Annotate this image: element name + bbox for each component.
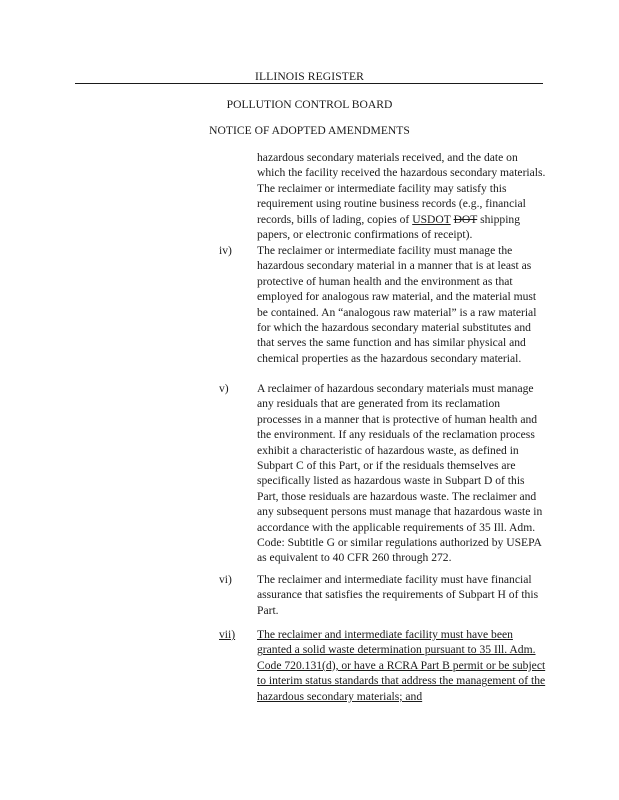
deleted-text: DOT — [453, 212, 478, 226]
inserted-text: USDOT — [412, 212, 451, 226]
continued-text: hazardous secondary materials received, and the date on which the facility received the hazardous secondary materials. The reclaimer or intermediate facility may satisfy this requirement using routine business records (e.g., financial records, bills of lading, copies of — [257, 151, 546, 226]
continued-text-end: shipping papers, or electronic confirmations of receipt). — [257, 212, 521, 242]
register-title: ILLINOIS REGISTER — [255, 70, 364, 83]
item-text: The reclaimer or intermediate facility must manage the hazardous secondary material in a manner that is at least as protective of human health and the environment as that employed for analogous raw material, and the material must be contained. An “analogous raw material” is a raw material for which the hazardous secondary material substitutes and that serves the same function and has similar physical and chemical properties as the hazardous secondary material. — [257, 244, 537, 365]
continued-paragraph — [257, 150, 547, 242]
item-number: iv) — [219, 244, 232, 257]
board-name: POLLUTION CONTROL BOARD — [226, 98, 393, 111]
notice-title: NOTICE OF ADOPTED AMENDMENTS — [209, 124, 410, 137]
item-text: The reclaimer and intermediate facility must have financial assurance that satisfies the requirements of Subpart H of this Part. — [257, 573, 539, 617]
item-number: v) — [219, 382, 229, 395]
item-number: vii) — [219, 628, 236, 641]
item-number: vi) — [219, 573, 232, 586]
item-text: A reclaimer of hazardous secondary materials must manage any residuals that are generated from its reclamation processes in a manner that is protective of human health and the environment. If any residuals of the reclamation process exhibit a characteristic of hazardous waste, as defined in Subpart C of this Part, or if the residuals themselves are specifically listed as hazardous waste in Subpart D of this Part, those residuals are hazardous waste. The reclaimer and any subsequent persons must manage that hazardous waste in accordance with the applicable requirements of 35 Ill. Adm. Code: Subtitle G or similar regulations authorized by USEPA as equivalent to 40 CFR 260 through 272. — [257, 382, 543, 565]
item-text: The reclaimer and intermediate facility must have been granted a solid waste determination pursuant to 35 Ill. Adm. Code 720.131(d), or have a RCRA Part B permit or be subject to interim status standards that address the management of the hazardous secondary materials; and — [257, 628, 546, 703]
header-rule — [75, 83, 543, 84]
